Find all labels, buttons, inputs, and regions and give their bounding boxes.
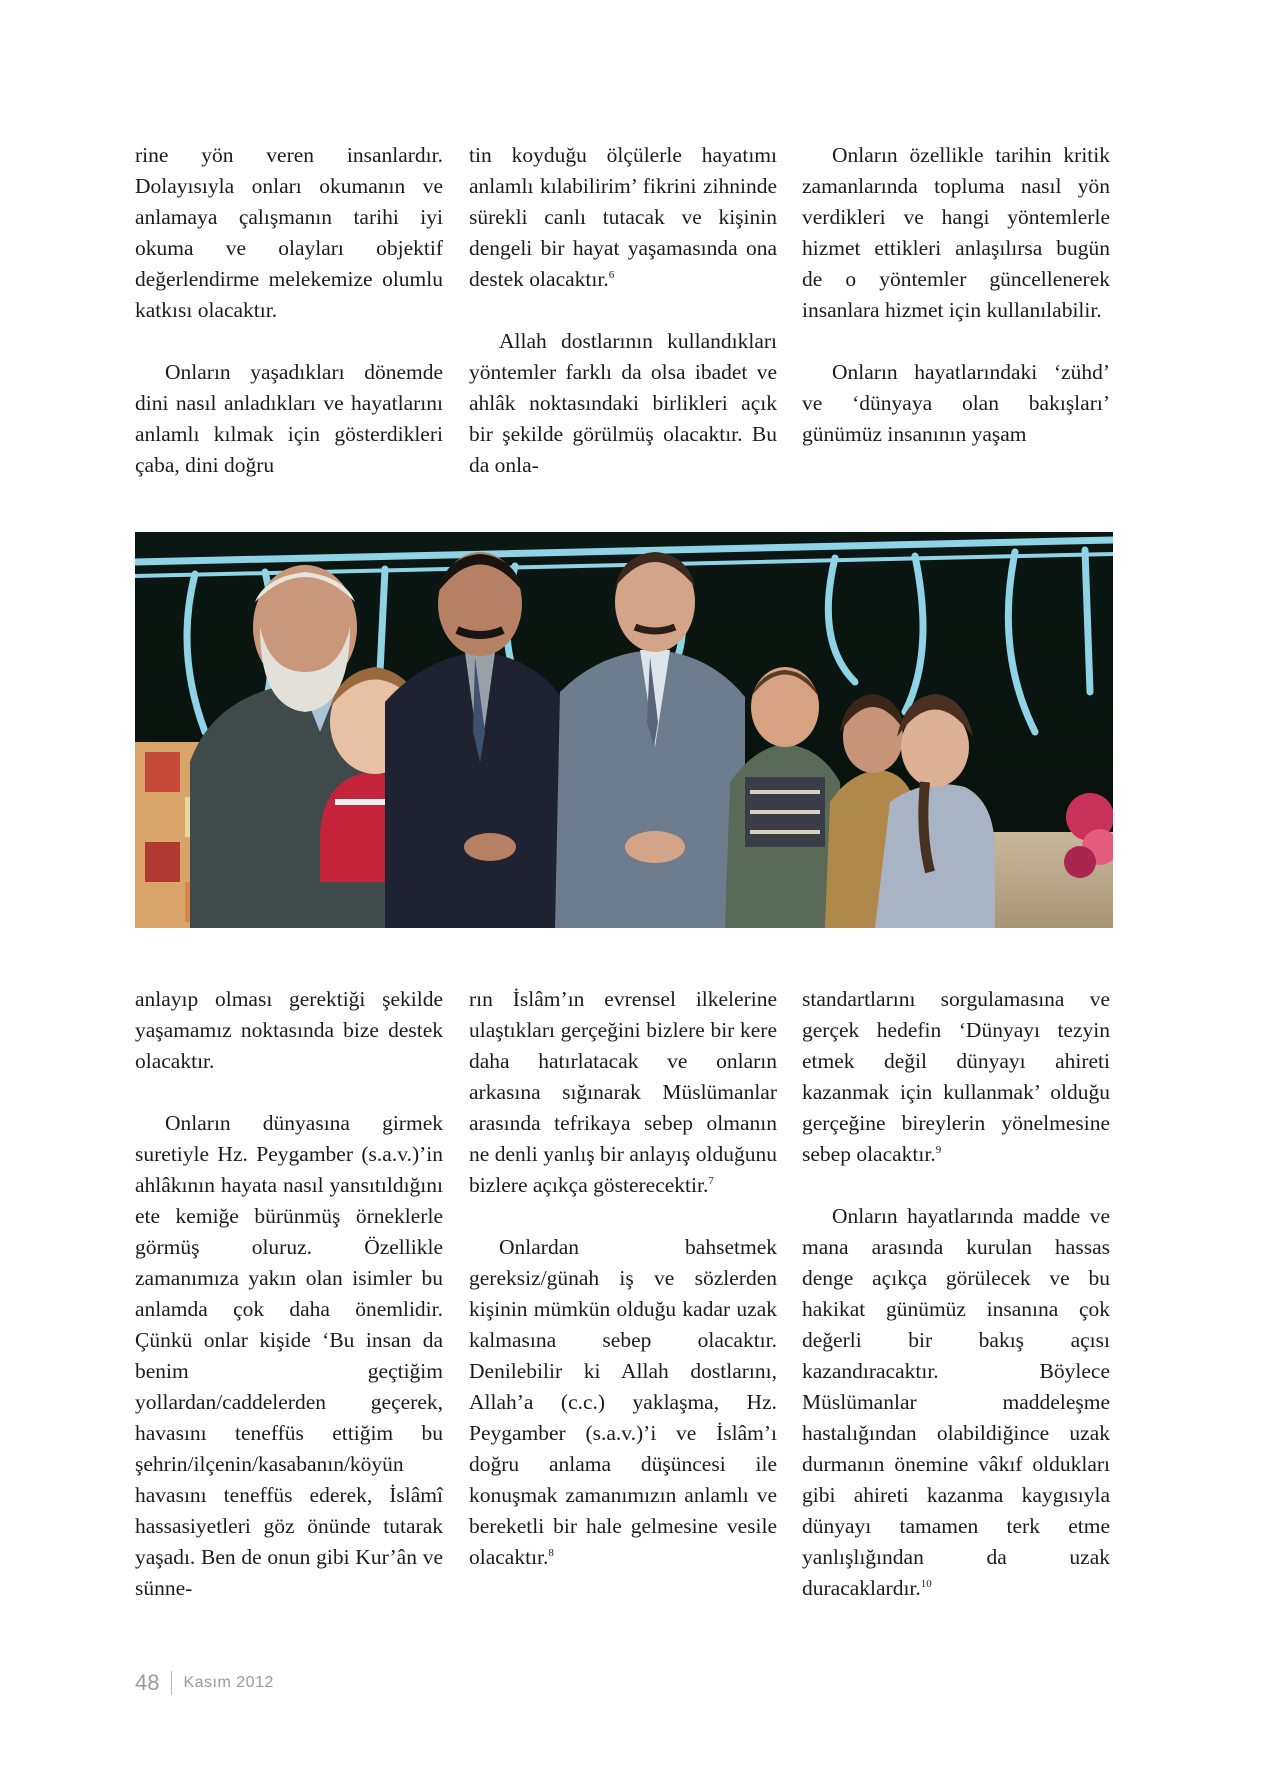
paragraph: Onların özellikle tarihin kritik zamanlarında topluma nasıl yön verdikleri ve hangi yöntemlerle hizmet ettikleri anlaşılırsa bugün de o yöntemler güncellenerek insanlara hizmet için kullanılabilir. — [802, 143, 1110, 322]
column-top-1 — [135, 140, 443, 481]
footnote-ref[interactable]: 7 — [708, 1175, 714, 1187]
column-top-2 — [469, 140, 777, 481]
footnote-ref[interactable]: 9 — [935, 1144, 942, 1156]
paragraph: standartlarını sorgulamasına ve gerçek hedefin ‘Dünyayı tezyin etmek değil dünyayı ahireti kazanmak için kullanmak’ olduğu gerçeğine bireylerin yönelmesine sebep olacaktır.$^9$ — [802, 987, 1110, 1166]
group-photo — [135, 532, 1113, 928]
paragraph: rın İslâm’ın evrensel ilkelerine ulaştıkları gerçeğini bizlere bir kere daha hatırlatacak ve onların arkasına sığınarak Müslümanlar arasında tefrikaya sebep olmanın ne denli yanlış bir anlayış olduğunu bizlere açıkça gösterecektir.$^7$ — [469, 987, 777, 1197]
paragraph: Allah dostlarının kullandıkları yöntemler farklı da olsa ibadet ve ahlâk noktasındaki birlikleri açık bir şekilde görülmüş olacaktır. Bu da onla- — [469, 329, 777, 477]
paragraph: Onlardan bahsetmek gereksiz/günah iş ve sözlerden kişinin mümkün olduğu kadar uzak kalmasına sebep olacaktır. Denilebilir ki Allah dostlarını, Allah’a (c.c.) yaklaşma, Hz. Peygamber (s.a.v.)’i ve İslâm’ı doğru anlama düşüncesi ile konuşmak zamanımızın anlamlı ve bereketli bir hale gelmesine vesile olacaktır.$^8$ — [469, 1235, 777, 1569]
paragraph: Onların yaşadıkları dönemde dini nasıl anladıkları ve hayatlarını anlamlı kılmak için gösterdikleri çaba, dini doğru — [135, 360, 443, 477]
paragraph: rine yön veren insanlardır. Dolayısıyla onları okumanın ve anlamaya çalışmanın tarihi iyi okuma ve olayları objektif değerlendirme melekemize olumlu katkısı olacaktır. — [135, 143, 443, 322]
footnote-ref[interactable]: 10 — [920, 1578, 932, 1590]
paragraph: anlayıp olması gerektiği şekilde yaşamamız noktasında bize destek olacaktır. — [135, 987, 443, 1073]
paragraph: Onların hayatlarındaki ‘zühd’ ve ‘dünyaya olan bakışları’ günümüz insanının yaşam — [802, 360, 1110, 446]
footer-divider — [171, 1671, 172, 1695]
page-footer — [135, 1670, 274, 1696]
paragraph: Onların dünyasına girmek suretiyle Hz. Peygamber (s.a.v.)’in ahlâkının hayata nasıl yansıtıldığını ete kemiğe bürünmüş örneklerle görmüş oluruz. Özellikle zamanımıza yakın olan isimler bu anlamda çok daha önemlidir. Çünkü onlar kişide ‘Bu insan da benim geçtiğim yollardan/caddelerden geçerek, havasını teneffüs ettiğim bu şehrin/ilçenin/kasabanın/köyün havasını teneffüs ederek, İslâmî hassasiyetleri göz önünde tutarak yaşadı. Ben de onun gibi Kur’ân ve sünne- — [135, 1111, 443, 1600]
photo-image — [135, 532, 1113, 928]
column-top-3 — [802, 140, 1110, 450]
column-bottom-1 — [135, 984, 443, 1604]
paragraph: tin koyduğu ölçülerle hayatımı anlamlı kılabilirim’ fikrini zihninde sürekli canlı tutacak ve kişinin dengeli bir hayat yaşamasında ona destek olacaktır.$^6$ — [469, 143, 777, 291]
column-bottom-3 — [802, 984, 1110, 1604]
footnote-ref[interactable]: 8 — [548, 1547, 554, 1559]
issue-date: Kasım 2012 — [183, 1674, 274, 1691]
footnote-ref[interactable]: 6 — [608, 269, 615, 281]
page-number: 48 — [135, 1670, 160, 1695]
paragraph: Onların hayatlarında madde ve mana arasında kurulan hassas denge açıkça görülecek ve bu hakikat günümüz insanına çok değerli bir bakış açısı kazandıracaktır. Böylece Müslümanlar maddeleşme hastalığından olabildiğince uzak durmanın önemine vâkıf oldukları gibi ahireti kazanma kaygısıyla dünyayı tamamen terk etme yanlışlığından da uzak duracaklardır.$^{10}$ — [802, 1204, 1110, 1600]
column-bottom-2 — [469, 984, 777, 1573]
